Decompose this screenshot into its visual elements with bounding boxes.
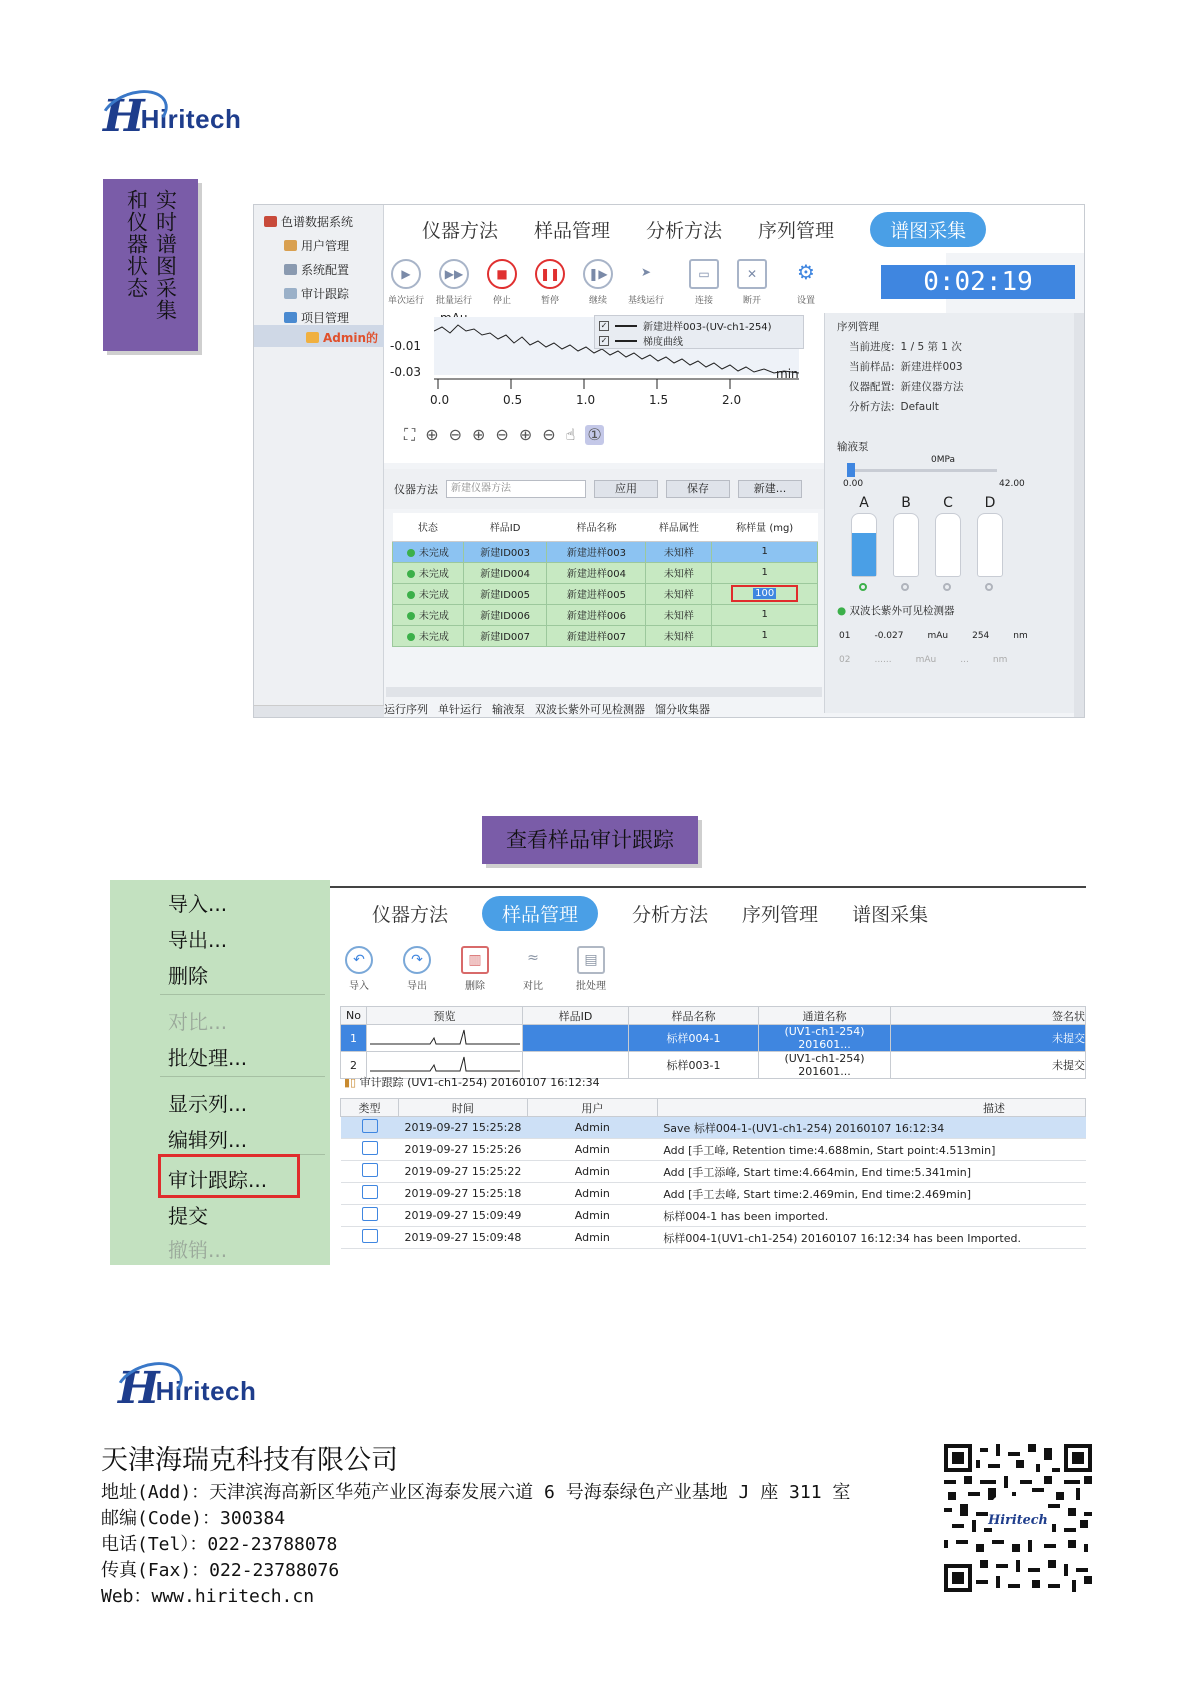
valve-a-icon [859, 583, 867, 591]
pressure-min: 0.00 [843, 479, 864, 489]
column-header[interactable]: 通道名称 [759, 1007, 891, 1025]
analysis-method-row: 分析方法: Default [849, 401, 939, 413]
connect-button[interactable]: ▭ 连接 [682, 259, 726, 306]
apply-button[interactable]: 应用 [594, 480, 658, 498]
document-icon [362, 1119, 378, 1133]
postcode: 邮编(Code)：300384 [101, 1508, 286, 1529]
menu-item-export[interactable]: 导出... [168, 928, 228, 952]
status-dot-icon [407, 612, 415, 620]
qr-code [944, 1444, 1092, 1592]
sequence-title: 序列管理 [837, 321, 879, 333]
send-icon: ➤ [640, 265, 652, 279]
section1-label-col1: 实时谱图采集 [153, 189, 178, 321]
batch-button[interactable]: ▤ 批处理 [572, 946, 610, 992]
table-row[interactable]: 未完成 新建ID007 新建进样007 未知样 1 [393, 625, 818, 646]
document-icon [362, 1141, 378, 1155]
column-header[interactable]: 签名状 [891, 1007, 1086, 1025]
table-row[interactable]: 2019-09-27 15:25:18 Admin Add [手工去峰, Start time:2.469min, End time:2.469min] [341, 1183, 1086, 1205]
section1-label [103, 179, 198, 351]
bottom-tab-detector[interactable]: 双波长紫外可见检测器 [535, 703, 645, 716]
column-header[interactable]: 描述 [657, 1099, 1085, 1117]
status-panel [824, 313, 1074, 713]
pressure-max: 42.00 [999, 479, 1025, 489]
svg-text:Hiritech: Hiritech [988, 1513, 1048, 1528]
status-dot-icon: ● [837, 605, 847, 617]
batch-icon: ▤ [577, 946, 605, 974]
tab-instrument-method[interactable]: 仪器方法 [372, 903, 449, 926]
monitor-connect-icon: ▭ [689, 259, 719, 289]
acquisition-toolbar [384, 253, 946, 313]
zoom-toolbar [404, 425, 604, 445]
tab-sample-management[interactable]: 样品管理 [534, 219, 611, 242]
pan-hand-icon[interactable]: ☝ [565, 425, 576, 444]
menu-item-compare[interactable]: 对比... [168, 1010, 228, 1034]
monitor-disconnect-icon: ✕ [737, 259, 767, 289]
stop-icon: ■ [487, 259, 517, 289]
menu-item-revoke[interactable]: 撤销... [168, 1238, 228, 1262]
table-row[interactable]: 未完成 新建ID005 新建进样005 未知样 100 [393, 583, 818, 604]
column-header[interactable]: 称样量 (mg) [712, 513, 818, 541]
table-row[interactable]: 2019-09-27 15:09:48 Admin 标样004-1(UV1-ch1-254) 20160107 16:12:34 has been Imported. [341, 1227, 1086, 1249]
method-select[interactable]: 新建仪器方法 [446, 480, 586, 498]
bottle-label-b: B [901, 495, 911, 511]
bottom-tab-single-run[interactable]: 单针运行 [438, 703, 482, 716]
detector-channel-2: 02 ...... mAu ... nm [839, 655, 1008, 665]
main-tabs [330, 888, 1086, 938]
tree-node-root[interactable]: 色谱数据系统 [264, 213, 353, 230]
y-tick: -0.01 [390, 339, 422, 353]
fit-icon[interactable]: ⛶ [404, 425, 416, 444]
export-arrow-icon: ↷ [403, 946, 431, 974]
solvent-bottle-c [935, 513, 961, 577]
resume-icon: ❚▶ [583, 259, 613, 289]
table-row[interactable]: 未完成 新建ID004 新建进样004 未知样 1 [393, 562, 818, 583]
x-tick: 2.0 [722, 393, 742, 407]
detector-channel-1: 01 -0.027 mAu 254 nm [839, 631, 1028, 641]
database-icon [264, 216, 277, 227]
document-icon [362, 1185, 378, 1199]
preview-thumbnail [367, 1025, 523, 1052]
bottom-tab-run-sequence[interactable]: 运行序列 [384, 703, 428, 716]
sample-toolbar [340, 946, 610, 992]
bottle-label-c: C [943, 495, 953, 511]
import-arrow-icon: ↶ [345, 946, 373, 974]
plot-legend [594, 315, 804, 349]
menu-item-delete[interactable]: 删除 [168, 964, 208, 988]
table-row[interactable]: 2019-09-27 15:25:28 Admin Save 标样004-1-(UV1-ch1-254) 20160107 16:12:34 [341, 1117, 1086, 1139]
folder-icon [284, 312, 297, 323]
bottom-tab-fraction-collector[interactable]: 馏分收集器 [655, 703, 710, 716]
fax: 传真(Fax)：022-23788076 [101, 1560, 340, 1581]
acquisition-screenshot [253, 204, 1085, 718]
gear-icon: ⚙ [797, 260, 815, 284]
pressure-slider[interactable] [847, 469, 997, 472]
progress-row: 当前进度: 1 / 5 第 1 次 [849, 341, 962, 353]
column-header[interactable]: 样品ID [523, 1007, 629, 1025]
tab-acquisition[interactable]: 谱图采集 [870, 212, 986, 247]
status-dot-icon [407, 570, 415, 578]
menu-separator [160, 1076, 325, 1077]
config-icon [284, 264, 297, 275]
method-label: 仪器方法 [394, 483, 438, 496]
zoom-in-icon[interactable]: ⊕ [425, 425, 439, 444]
column-header[interactable]: 样品名称 [547, 513, 646, 541]
table-row[interactable]: 1 标样004-1 (UV1-ch1-254) 201601... 未提交 [341, 1025, 1086, 1052]
bottle-label-d: D [984, 495, 996, 511]
pump-pressure: 0MPa [931, 455, 956, 465]
solvent-bottle-b [893, 513, 919, 577]
column-header[interactable]: 时间 [399, 1099, 528, 1117]
users-icon [284, 240, 297, 251]
status-dot-icon [407, 633, 415, 641]
valve-b-icon [901, 583, 909, 591]
hiritech-logo-bottom: H Hiritech [118, 1360, 256, 1416]
legend-item-trace[interactable]: ✓ 新建进样003-(UV-ch1-254) [600, 320, 772, 333]
column-header[interactable]: 类型 [341, 1099, 399, 1117]
delete-button[interactable]: ▥ 删除 [456, 946, 494, 992]
website: Web：www.hiritech.cn [101, 1586, 315, 1607]
document-icon [362, 1229, 378, 1243]
project-tree [254, 205, 384, 718]
tab-instrument-method[interactable]: 仪器方法 [422, 219, 499, 242]
legend-item-gradient[interactable]: ✓ 梯度曲线 [600, 335, 683, 348]
table-row[interactable]: 2 标样003-1 (UV1-ch1-254) 201601... 未提交 [341, 1052, 1086, 1079]
zoom-x-out-icon[interactable]: ⊖ [495, 425, 509, 444]
batch-run-button[interactable]: ▶▶ 批量运行 [432, 259, 476, 306]
baseline-run-button[interactable]: ➤ 基线运行 [624, 259, 668, 306]
company-name: 天津海瑞克科技有限公司 [101, 1445, 398, 1476]
tree-node-admin[interactable]: Admin的 [306, 329, 378, 346]
context-menu [110, 880, 330, 1265]
qr-code-graphic [944, 1444, 1092, 1592]
audit-trail-title: ▮▯ 审计跟踪 (UV1-ch1-254) 20160107 16:12:34 [344, 1076, 600, 1089]
sequence-sample-table [392, 513, 818, 647]
solvent-bottle-d [977, 513, 1003, 577]
tab-sequence-management[interactable]: 序列管理 [758, 219, 835, 242]
column-header[interactable]: 样品名称 [629, 1007, 759, 1025]
tab-analysis-method[interactable]: 分析方法 [646, 219, 723, 242]
play-icon: ▶ [391, 259, 421, 289]
zoom-y-out-icon[interactable]: ⊖ [542, 425, 556, 444]
menu-item-submit[interactable]: 提交 [168, 1204, 208, 1228]
pressure-slider-thumb[interactable] [847, 463, 855, 477]
table-row[interactable]: 未完成 新建ID006 新建进样006 未知样 1 [393, 604, 818, 625]
x-axis-unit: min [776, 367, 799, 381]
export-button[interactable]: ↷ 导出 [398, 946, 436, 992]
instrument-config-row: 仪器配置: 新建仪器方法 [849, 381, 964, 393]
column-header[interactable]: 样品ID [463, 513, 547, 541]
column-header[interactable]: 状态 [393, 513, 464, 541]
chart-bar-icon: ▮▯ [344, 1076, 357, 1089]
settings-button[interactable]: ⚙ 设置 [784, 259, 828, 306]
pause-icon: ❚❚ [535, 259, 565, 289]
new-button[interactable]: 新建... [738, 480, 802, 498]
tree-node-projects[interactable]: 项目管理 [284, 309, 349, 326]
table-row[interactable]: 2019-09-27 15:09:49 Admin 标样004-1 has been imported. [341, 1205, 1086, 1227]
checkbox-icon[interactable]: ✓ [600, 320, 608, 330]
address: 地址(Add)：天津滨海高新区华苑产业区海泰发展六道 6 号海泰绿色产业基地 J 座 311 室 [101, 1482, 851, 1503]
bottle-label-a: A [859, 495, 869, 511]
valve-c-icon [943, 583, 951, 591]
current-sample-row: 当前样品: 新建进样003 [849, 361, 963, 373]
bottom-tabs [384, 701, 710, 717]
status-dot-icon [407, 591, 415, 599]
tree-node-users[interactable]: 用户管理 [284, 237, 349, 254]
table-row[interactable]: 未完成 新建ID003 新建进样003 未知样 1 [393, 541, 818, 562]
document-icon [362, 1207, 378, 1221]
tab-sample-management[interactable]: 样品管理 [482, 896, 598, 931]
disconnect-button[interactable]: ✕ 断开 [730, 259, 774, 306]
table-row[interactable]: 2019-09-27 15:25:22 Admin Add [手工添峰, Start time:4.664min, End time:5.341min] [341, 1161, 1086, 1183]
sample-grid [340, 1006, 1086, 1079]
telephone: 电话(Tel）：022-23788078 [101, 1534, 338, 1555]
valve-d-icon [985, 583, 993, 591]
continue-button[interactable]: ❚▶ 继续 [576, 259, 620, 306]
instrument-method-row [384, 469, 824, 509]
status-panel-scrollbar[interactable] [1074, 313, 1084, 718]
menu-item-import[interactable]: 导入... [168, 892, 228, 916]
trash-icon: ▥ [461, 946, 489, 974]
y-tick: -0.03 [390, 365, 422, 379]
x-axis [434, 377, 804, 391]
column-header[interactable]: No [341, 1007, 367, 1025]
compare-icon: ≈ [527, 950, 539, 966]
status-dot-icon [407, 549, 415, 557]
compare-button[interactable]: ≈ 对比 [514, 946, 552, 992]
column-header[interactable]: 用户 [527, 1099, 657, 1117]
tab-sequence-management[interactable]: 序列管理 [742, 903, 819, 926]
zoom-x-in-icon[interactable]: ⊕ [472, 425, 486, 444]
document-icon [362, 1163, 378, 1177]
zoom-out-icon[interactable]: ⊖ [448, 425, 463, 444]
pump-title: 输液泵 [837, 441, 869, 453]
menu-item-edit-columns[interactable]: 编辑列... [168, 1128, 248, 1152]
solvent-bottle-a [851, 513, 877, 577]
x-tick: 1.5 [649, 393, 669, 407]
zoom-y-in-icon[interactable]: ⊕ [518, 425, 533, 444]
editing-cell[interactable]: 100 [733, 587, 796, 600]
x-tick: 0.0 [430, 393, 450, 407]
pause-button[interactable]: ❚❚ 暂停 [528, 259, 572, 306]
bottom-tab-pump[interactable]: 输液泵 [492, 703, 525, 716]
tree-scrollbar[interactable] [254, 705, 384, 718]
audit-trail-grid [340, 1098, 1086, 1249]
sample-management-screenshot [330, 886, 1086, 1266]
table-scrollbar[interactable] [386, 687, 822, 697]
run-timer: 0:02:19 [881, 265, 1075, 299]
stop-button[interactable]: ■ 停止 [480, 259, 524, 306]
column-header[interactable]: 样品属性 [646, 513, 712, 541]
x-tick: 0.5 [503, 393, 523, 407]
checkbox-icon[interactable]: ✓ [600, 335, 608, 345]
fast-forward-icon: ▶▶ [439, 259, 469, 289]
main-tabs [384, 205, 1084, 253]
info-icon[interactable]: ① [587, 425, 602, 444]
single-run-button[interactable]: ▶ 单次运行 [384, 259, 428, 306]
audit-icon [284, 288, 297, 299]
menu-item-show-columns[interactable]: 显示列... [168, 1092, 248, 1116]
hiritech-logo-top: H Hiritech [103, 88, 241, 144]
section2-title: 查看样品审计跟踪 [482, 816, 698, 864]
menu-item-batch[interactable]: 批处理... [168, 1046, 248, 1070]
tab-analysis-method[interactable]: 分析方法 [632, 903, 709, 926]
column-header[interactable]: 预览 [367, 1007, 523, 1025]
save-button[interactable]: 保存 [666, 480, 730, 498]
tree-node-config[interactable]: 系统配置 [284, 261, 349, 278]
menu-item-audit-trail[interactable]: 审计跟踪... [168, 1168, 268, 1192]
table-row[interactable]: 2019-09-27 15:25:26 Admin Add [手工峰, Retention time:4.688min, Start point:4.513min] [341, 1139, 1086, 1161]
tree-node-audit[interactable]: 审计跟踪 [284, 285, 349, 302]
menu-separator [160, 994, 325, 995]
section1-label-col2: 和仪器状态 [124, 189, 149, 299]
x-tick: 1.0 [576, 393, 596, 407]
detector-title: ● 双波长紫外可见检测器 [837, 605, 955, 617]
tab-acquisition[interactable]: 谱图采集 [852, 903, 929, 926]
import-button[interactable]: ↶ 导入 [340, 946, 378, 992]
folder-open-icon [306, 332, 319, 343]
